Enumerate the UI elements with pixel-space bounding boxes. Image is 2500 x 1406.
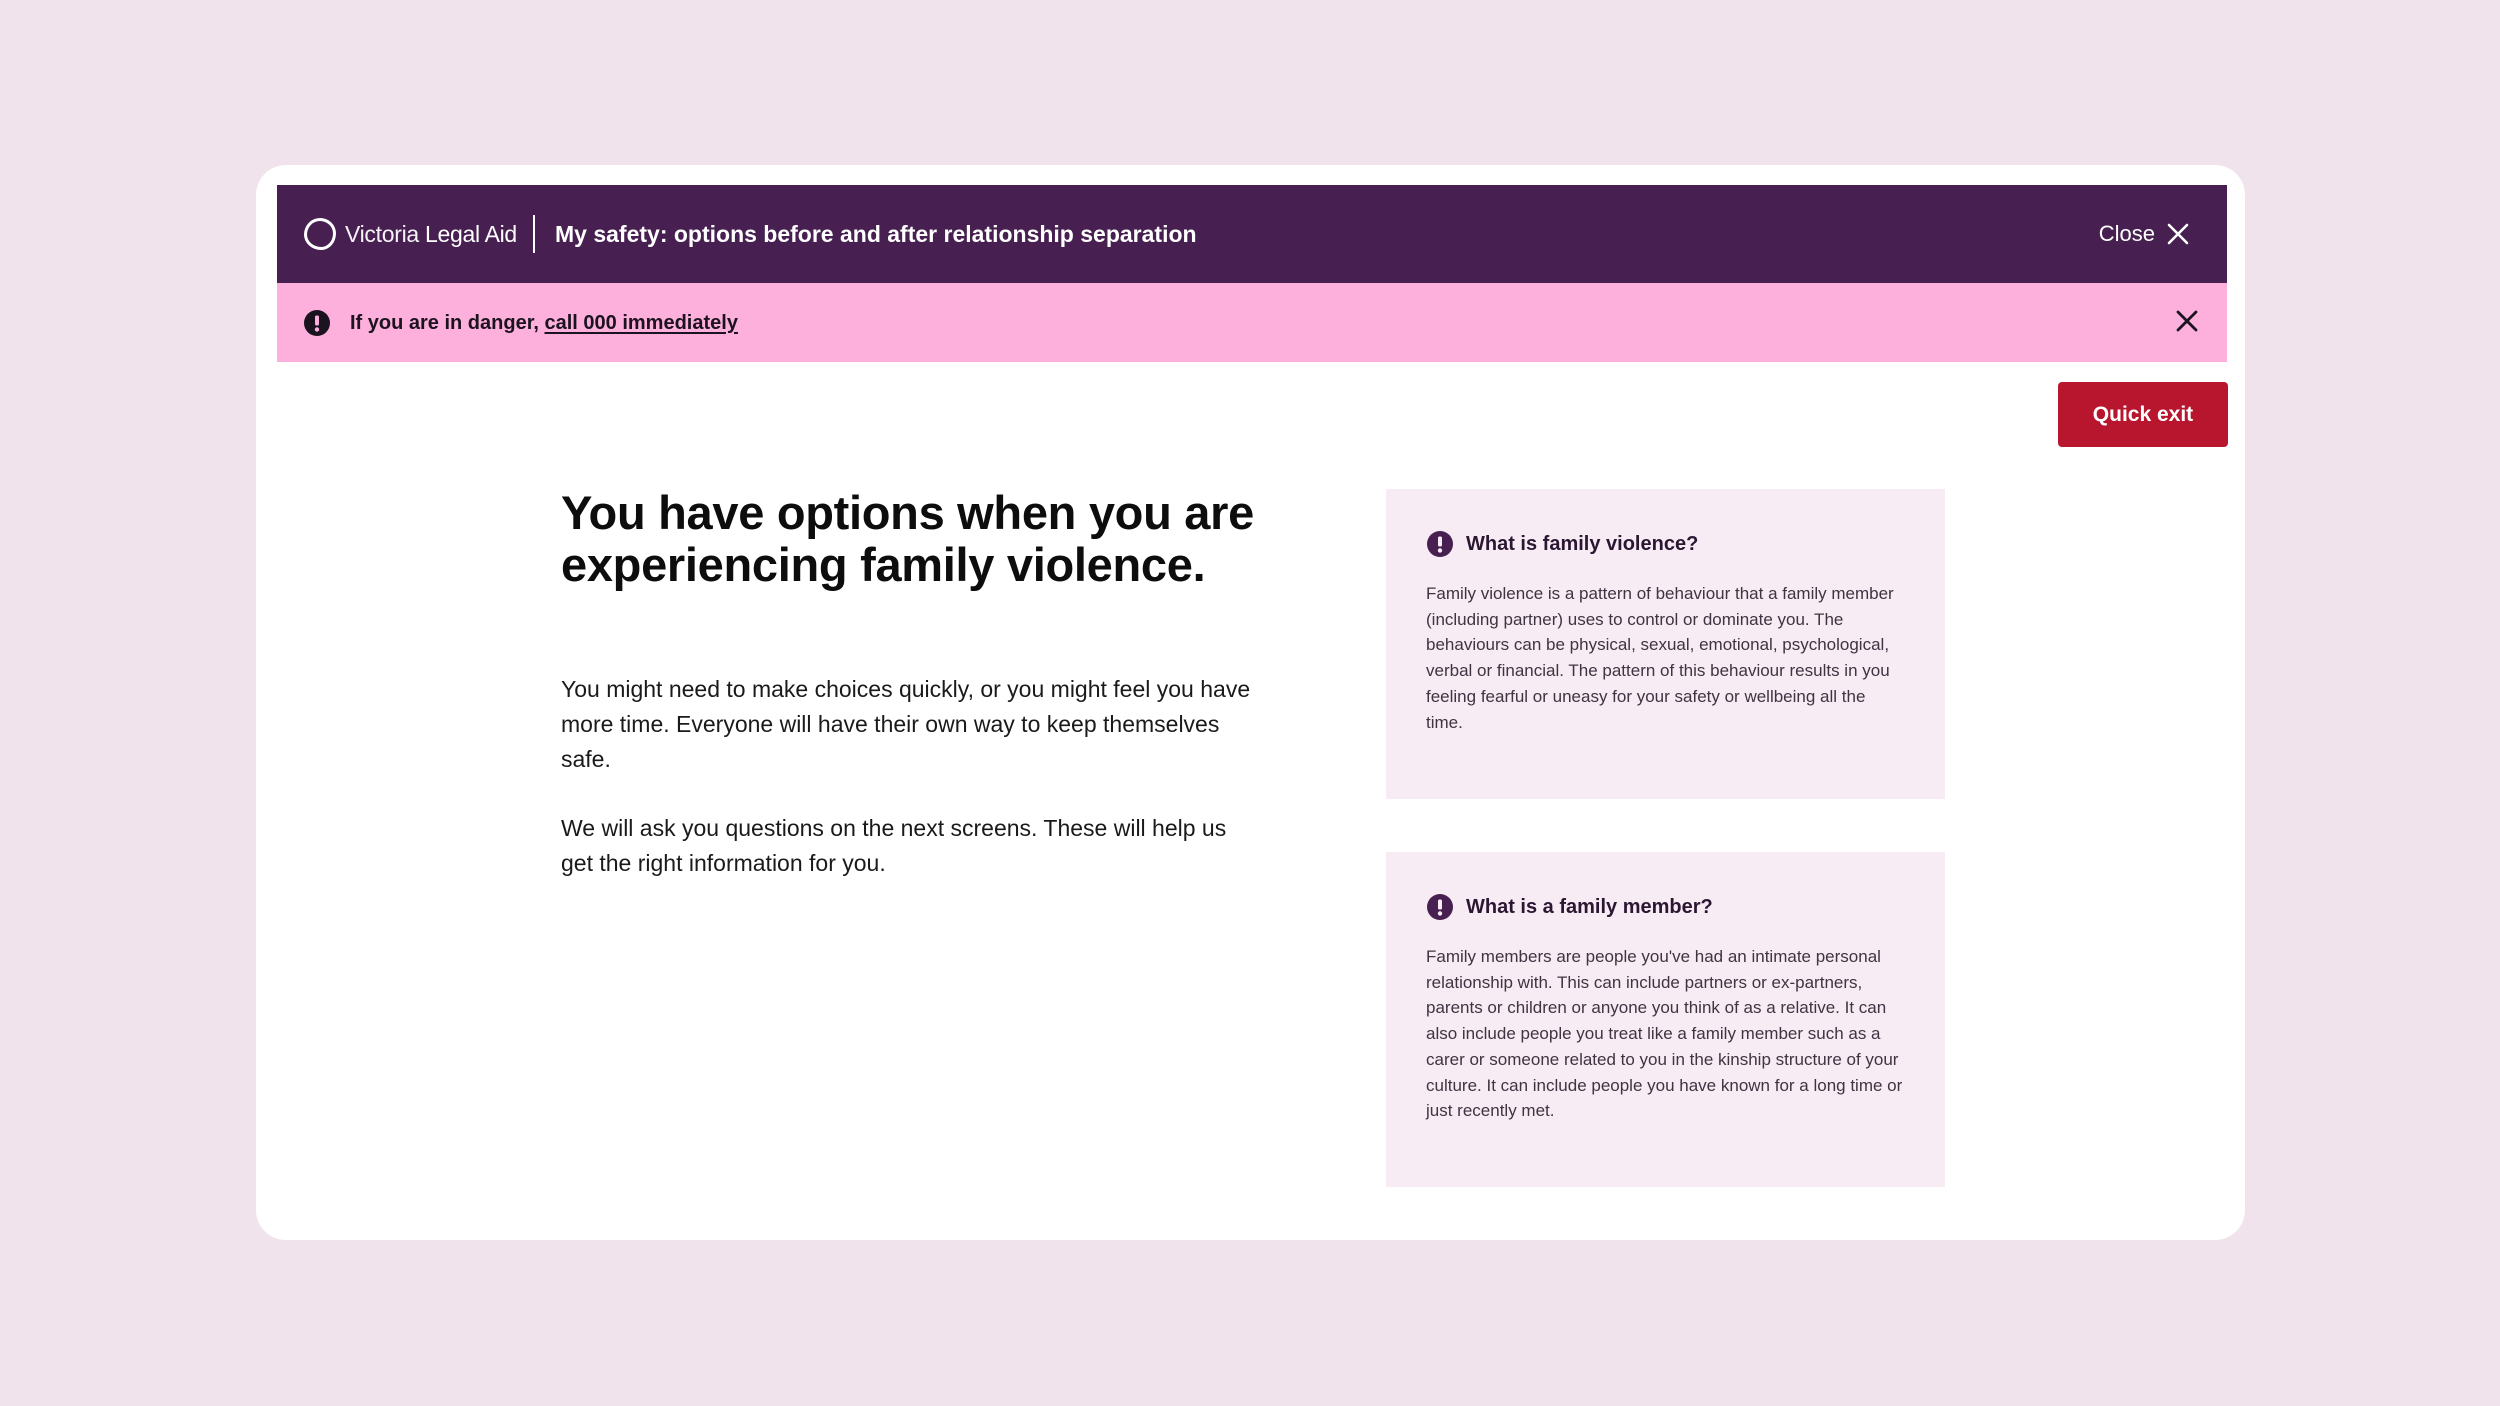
intro-paragraph-1: You might need to make choices quickly, or you might feel you have more time. Everyone will have their own way to keep themselves safe. <box>561 676 1251 772</box>
card-body: Family violence is a pattern of behaviour that a family member (including partner) uses to control or dominate you. The behaviours can be physical, sexual, emotional, psychological, verbal or financial. The pattern of this behaviour results in you feeling fearful or uneasy for your safety or wellbeing all the time. <box>1426 584 1894 732</box>
page-title: My safety: options before and after relationship separation <box>555 221 1197 247</box>
exclamation-circle-icon <box>1426 530 1454 558</box>
close-button[interactable] <box>2099 215 2189 253</box>
card-title-text: What is a family member? <box>1466 895 1713 918</box>
info-card-family-violence <box>1386 489 1945 799</box>
alert-message <box>350 306 738 340</box>
card-body: Family members are people you've had an intimate personal relationship with. This can include partners or ex-partners, parents or children or anyone you think of as a relative. It can also include people you treat like a family member such as a carer or someone related to you in the kinship structure of your culture. It can include people you have known for a long time or just recently met. <box>1426 947 1903 1121</box>
header-divider <box>533 215 535 253</box>
quick-exit-button[interactable]: Quick exit <box>2058 382 2228 447</box>
dismiss-alert-icon[interactable] <box>2174 308 2200 334</box>
card-title <box>1426 530 1698 558</box>
card-title-text: What is family violence? <box>1466 532 1699 555</box>
close-label: Close <box>2098 221 2155 246</box>
alert-prefix: If you are in danger, <box>350 312 545 334</box>
logo-text <box>345 221 517 248</box>
close-icon <box>2167 223 2189 245</box>
call-000-link[interactable]: call 000 immediately <box>544 312 738 334</box>
logo-text-bold: Legal Aid <box>424 220 517 247</box>
main-heading: You have options when you are experiencing family violence. <box>561 486 1254 591</box>
danger-alert-banner <box>277 283 2227 362</box>
exclamation-circle-icon <box>1426 893 1454 921</box>
intro-paragraph-2: We will ask you questions on the next screens. These will help us get the right information for you. <box>561 815 1227 876</box>
app-window <box>256 165 2245 1240</box>
header-bar <box>277 185 2227 283</box>
exclamation-circle-icon <box>303 309 331 337</box>
info-card-family-member <box>1386 852 1945 1187</box>
logo-ring-icon <box>304 218 336 250</box>
logo-text-light: Victoria <box>345 220 419 247</box>
card-title <box>1426 893 1713 921</box>
victoria-legal-aid-logo[interactable] <box>304 215 517 253</box>
